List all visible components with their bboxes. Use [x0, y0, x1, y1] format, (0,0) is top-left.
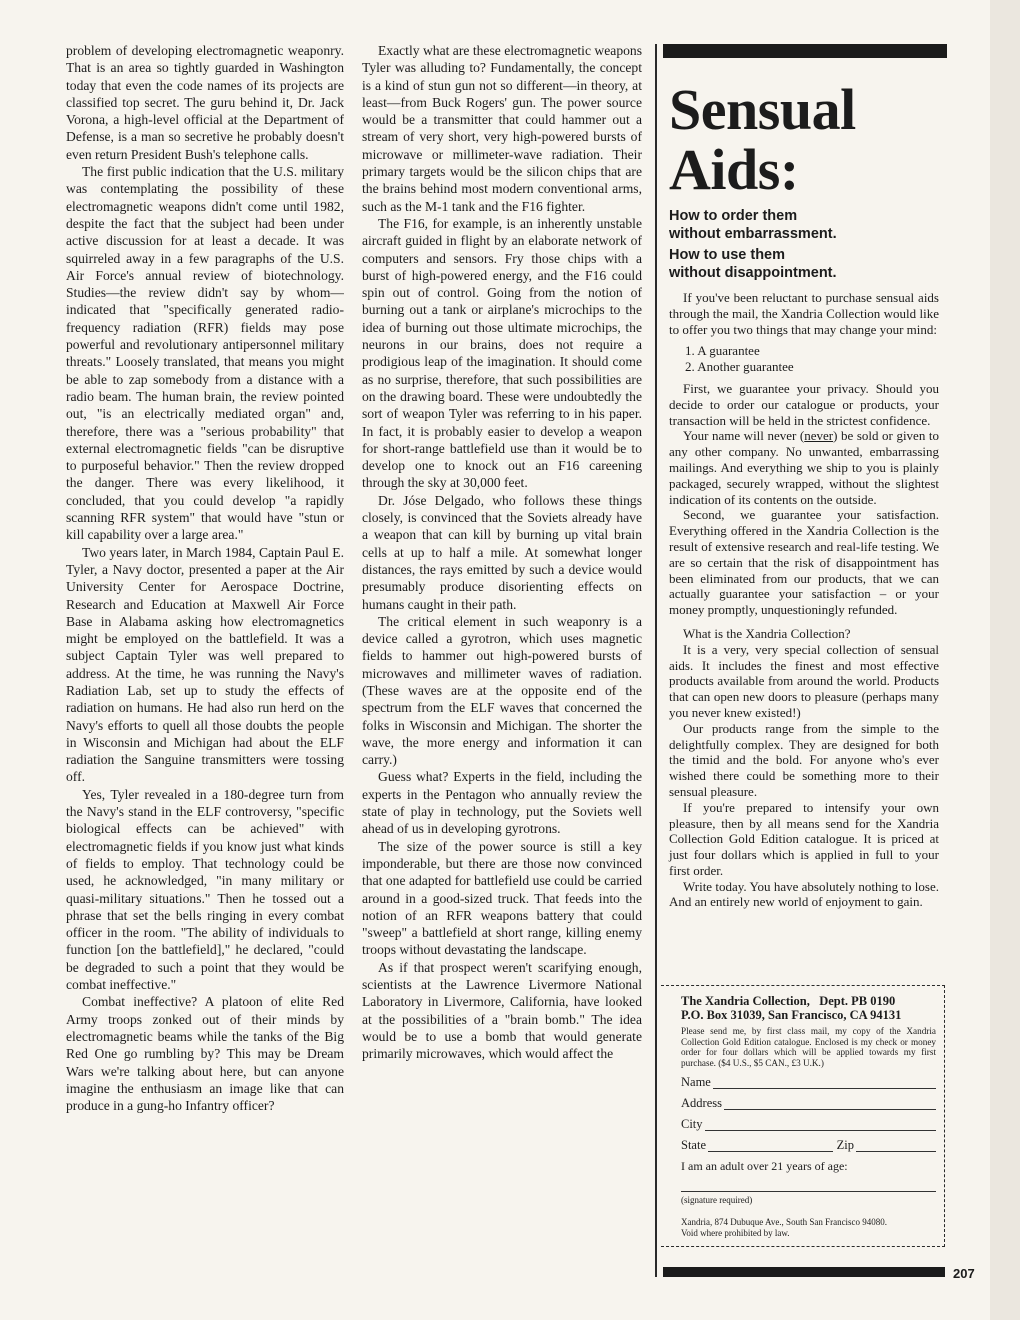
ad-left-rule	[655, 44, 657, 1277]
zip-label: Zip	[836, 1138, 854, 1153]
ad-subheading-line: without disappointment.	[669, 264, 837, 281]
article-paragraph: The size of the power source is still a key imponderable, but there are those now convinced that one adapted for battlefield use could be carried around in a good-sized truck. That feeds into the notion of an RFR weapons battery that could "sweep" a battlefield at short range, killing enemy troops without devastating the landscape.	[362, 838, 642, 958]
article-paragraph: The critical element in such weaponry is a device called a gyrotron, which uses magnetic fields to hammer out high-powered bursts of microwaves and millimeter waves of radiation. (These waves are at the opposite end of the spectrum from the ELF waves that concerned the folks in Wisconsin and Michigan. The shorter the wave, the more energy and information it can carry.)	[362, 613, 642, 768]
page-edge-shadow	[990, 0, 1020, 1320]
article-paragraph: problem of developing electromagnetic weaponry. That is an area so tightly guarded in Washington today that even the code names of its projects are classified top secret. The guru behind it, Dr. Jack Vorona, a high-level official at the Department of Defense, is a man so secretive he probably doesn't even return President Bush's telephone calls.	[66, 43, 344, 162]
article-paragraph: Dr. Jóse Delgado, who follows these things closely, is convinced that the Soviets already have a weapon that can kill by burning up vital brain cells at up to half a mile. At somewhat longer distances, the rays emitted by such a device would presumably produce disorienting effects on humans caught in their path.	[362, 492, 642, 612]
city-line[interactable]	[705, 1117, 936, 1131]
ad-headline-line: Sensual	[669, 77, 856, 142]
article-column-2	[362, 42, 642, 1282]
page-number: 207	[953, 1266, 975, 1281]
state-line[interactable]	[708, 1138, 833, 1152]
name-line[interactable]	[713, 1075, 936, 1089]
state-zip-field[interactable]	[681, 1138, 936, 1152]
ad-paragraph	[669, 428, 939, 507]
ad-paragraph: It is a very, very special collection of sensual aids. It includes the finest and most effective products available from around the world. Products that can open new doors to pleasure (perhaps many you never knew existed!)	[669, 641, 939, 720]
ad-paragraph: Write today. You have absolutely nothing to lose. And an entirely new world of enjoyment to gain.	[669, 878, 939, 910]
adult-statement: I am an adult over 21 years of age:	[681, 1159, 848, 1174]
city-field[interactable]	[681, 1117, 936, 1131]
address-line[interactable]	[724, 1096, 936, 1110]
ad-headline	[669, 77, 947, 202]
ad-paragraph: If you've been reluctant to purchase sensual aids through the mail, the Xandria Collection would like to offer you two things that may change your mind:	[669, 290, 939, 337]
ad-headline-line: Aids:	[669, 137, 799, 202]
ad-bottom-bar	[663, 1267, 945, 1277]
ad-paragraph: Our products range from the simple to the delightfully complex. They are designed for both the timid and the bold. For anyone who's ever wished there could be something more to their sensual pleasure.	[669, 720, 939, 799]
article-paragraph: Combat ineffective? A platoon of elite Red Army troops zonked out of their minds by electromagnetic beams while the tanks of the Big Red One go rumbling by? This may be Dream Wars we're talking about here, but can anyone imagine the enthusiasm an image like that can produce in a gung-ho Infantry officer?	[66, 994, 344, 1114]
article-paragraph: Two years later, in March 1984, Captain Paul E. Tyler, a Navy doctor, presented a paper at the Air University Center for Aerospace Doctrine, Research and Education at Maxwell Air Force Base in Alabama asking how electromagnetics might be employed on the battlefield. It was a subject Captain Tyler was well prepared to address. At the time, he was running the Navy's Radiation Lab, set up to study the effects of radiation on humans. He had also run herd on the Navy's efforts to quell all those doubts the people in Wisconsin and Michigan had about the ELF radiation the Sanguine transmitters were tossing off.	[66, 544, 344, 785]
coupon-footer-void: Void where prohibited by law.	[681, 1227, 790, 1238]
coupon-header	[681, 994, 936, 1008]
ad-subheading	[669, 208, 947, 282]
ad-top-bar	[663, 44, 947, 58]
coupon-dept: Dept. PB 0190	[819, 994, 896, 1008]
name-label: Name	[681, 1075, 711, 1090]
coupon-address: P.O. Box 31039, San Francisco, CA 94131	[681, 1008, 902, 1022]
list-item: 2. Another guarantee	[685, 359, 794, 375]
guarantee-list	[669, 343, 939, 375]
ad-paragraph: Second, we guarantee your satisfaction. Everything offered in the Xandria Collection is the result of extensive research and real-life testing. We are so certain that the risk of disappointment has been eliminated from our products, that we can actually guarantee your satisfaction – or your money promptly, unquestioningly refunded.	[669, 507, 939, 618]
order-coupon	[661, 985, 945, 1247]
coupon-company: The Xandria Collection,	[681, 994, 810, 1008]
article-paragraph: Yes, Tyler revealed in a 180-degree turn from the Navy's stand in the ELF controversy, "specific biological effects can be achieved" with electromagnetic fields if you know just what kinds of fields to employ. That technology could be used, he acknowledged, "in many military or quasi-military situations." Then he tossed out a phrase that set the bells ringing in every combat officer in the room. "The ability of individuals to function [on the battlefield]," he declared, "could be degraded to such a point that they would be combat ineffective."	[66, 786, 344, 993]
signature-caption: (signature required)	[681, 1195, 753, 1206]
ad-text: Your name will never (	[683, 428, 805, 444]
xandria-advertisement	[663, 44, 947, 910]
ad-text: ) be sold or given to any other company. No unwanted, embarrassing mailings. And everything we ship to you is plainly packaged, securely wrapped, without the slightest indication of its contents on the outside.	[669, 428, 939, 507]
article-paragraph: The first public indication that the U.S. military was contemplating the possibility of these electromagnetic weapons didn't come until 1982, despite the fact that the subject had been under active discussion for at least a decade. It was squirreled away in a few paragraphs of the U.S. Air Force's annual review of biotechnology. Studies—the review didn't say by whom—indicated that "specifically generated radio-frequency radiation (RFR) fields may pose powerful and revolutionary antipersonnel military threats." Loosely translated, that means you might be able to zap somebody from a distance with a radio beam. The human brain, the review pointed out, "is an electrically mediated organ" and, therefore, there was a "serious probability" that external electromagnetic fields "can be disruptive to purposeful behavior." Then the review dropped the danger. There was every likelihood, it concluded, that you could develop "a rapidly scanning RFR system" that would have "stun or kill capability over a large area."	[66, 164, 344, 543]
ad-text-underlined: never	[804, 428, 834, 444]
name-field[interactable]	[681, 1075, 936, 1089]
zip-line[interactable]	[856, 1138, 936, 1152]
ad-paragraph: First, we guarantee your privacy. Should you decide to order our catalogue or products, your transaction will be held in the strictest confidence.	[669, 380, 939, 428]
city-label: City	[681, 1117, 703, 1132]
ad-subheading-line: How to order them	[669, 208, 798, 224]
signature-line[interactable]	[681, 1190, 936, 1192]
coupon-footer	[681, 1217, 936, 1238]
address-field[interactable]	[681, 1096, 936, 1110]
article-paragraph: Guess what? Experts in the field, including the experts in the Pentagon who annually review the state of play in technology, put the Soviets well ahead of us in developing gyrotrons.	[362, 769, 642, 837]
address-label: Address	[681, 1096, 722, 1111]
article-paragraph: The F16, for example, is an inherently unstable aircraft guided in flight by an elaborate network of computers and sensors. Fry those chips with a burst of high-powered energy, and the F16 could spin out of control. Going from the notion of burning out a tank or airplane's microchips to the idea of burning out those ultimate microchips, the neurons in our brains, does not require a prodigious leap of the imagination. It should come as no surprise, therefore, that such possibilities are on the drawing board. These were undoubtedly the sort of weapon Tyler was referring to in his paper. In fact, it is probably easier to develop a weapon for short-range battlefield use than it would be to develop one to knock out an F16 careening through the sky at 30,000 feet.	[362, 215, 642, 491]
article-column-1	[66, 42, 344, 1282]
ad-subheading-line: How to use them	[669, 247, 786, 263]
ad-body	[669, 290, 939, 910]
list-item: 1. A guarantee	[685, 343, 760, 359]
ad-paragraph: If you're prepared to intensify your own pleasure, then by all means send for the Xandria Collection Gold Edition catalogue. It is priced at just four dollars which is applied in full to your first order.	[669, 799, 939, 878]
ad-subheading-line: without embarrassment.	[669, 225, 837, 242]
ad-question: What is the Xandria Collection?	[683, 625, 851, 641]
coupon-fine-print: Please send me, by first class mail, my copy of the Xandria Collection Gold Edition catalogue. Enclosed is my check or money order for four dollars which will be applied towards my first purchase. ($4 U.S., $5 CAN., £3 U.K.)	[681, 1026, 936, 1068]
state-label: State	[681, 1138, 706, 1153]
coupon-footer-address: Xandria, 874 Dubuque Ave., South San Francisco 94080.	[681, 1217, 888, 1228]
article-paragraph: As if that prospect weren't scarifying enough, scientists at the Lawrence Livermore National Laboratory in Livermore, California, have looked at the possibilities of a "brain bomb." The idea would be to use a bomb that would generate primarily microwaves, which would affect the	[362, 959, 642, 1062]
article-paragraph: Exactly what are these electromagnetic weapons Tyler was alluding to? Fundamentally, the concept is a kind of stun gun not so different—in theory, at least—from Buck Rogers' gun. The power source would be a transmitter that could hammer out a stream of very short, very high-powered bursts of microwave or millimeter-wave radiation. Their primary targets would be the silicon chips that are the brains behind most modern conventional arms, such as the M-1 tank and the F16 fighter.	[362, 43, 642, 214]
